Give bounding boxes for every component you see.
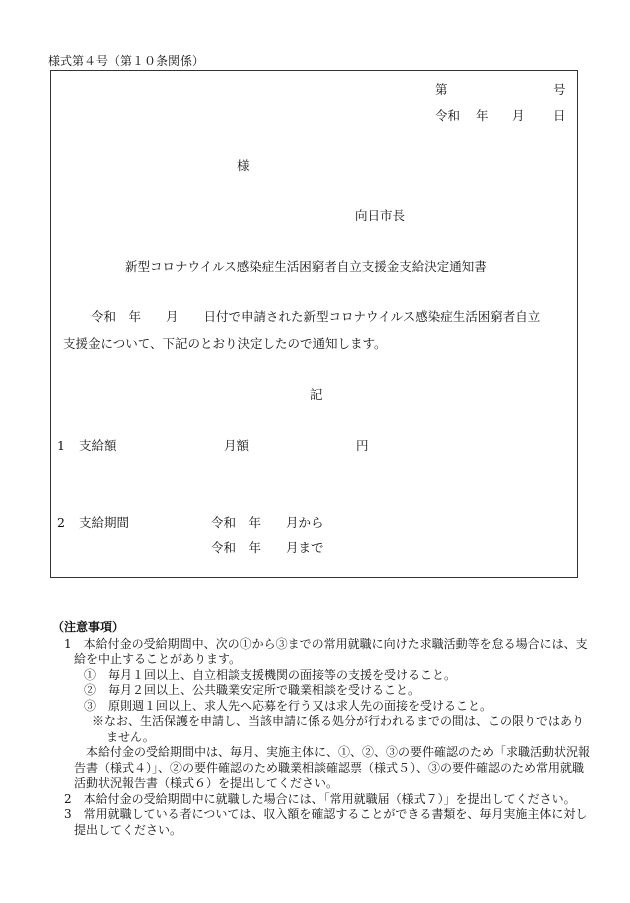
issuer-name: 向日市長 — [355, 208, 406, 223]
addressee-suffix: 様 — [237, 158, 250, 173]
ki-heading: 記 — [310, 387, 323, 402]
number-suffix: 号 — [553, 82, 566, 97]
note-1-item-b: ② 毎月２回以上、公共職業安定所で職業相談を受けること。 — [84, 683, 421, 697]
note-1: 1 本給付金の受給期間中、次の①から③までの常用就職に向けた求職活動等を怠る場合には、支給を中止することがあります。 — [64, 636, 588, 666]
notes-heading: （注意事項） — [52, 620, 125, 634]
form-number-label: 様式第４号（第１０条関係） — [48, 54, 205, 68]
item1-monthly: 月額 — [224, 438, 250, 453]
body-line-2: 支援金について、下記のとおり決定したので通知します。 — [63, 336, 387, 351]
notice-frame — [50, 70, 578, 578]
item1-label: 支給額 — [79, 438, 117, 453]
note-3: 3 常用就職している者については、収入額を確認することができる書類を、毎月実施主体に対し提出してください。 — [64, 807, 588, 837]
item2-label: 支給期間 — [79, 515, 130, 530]
date-day: 日 — [553, 108, 566, 123]
notice-title: 新型コロナウイルス感染症生活困窮者自立支援金支給決定通知書 — [125, 259, 487, 274]
date-month: 月 — [512, 108, 525, 123]
note-1-remark: ※なお、生活保護を申請し、当該申請に係る処分が行われるまでの間は、この限りではありません。 — [92, 714, 585, 744]
body-line-1: 令和 年 月 日付で申請された新型コロナウイルス感染症生活困窮者自立 — [91, 309, 541, 324]
date-era: 令和 — [435, 108, 461, 123]
item2-period-from: 令和 年 月から — [211, 515, 324, 530]
item2-period-to: 令和 年 月まで — [211, 540, 324, 555]
notes-section — [52, 620, 592, 838]
note-2: 2 本給付金の受給期間中に就職した場合には、「常用就職届（様式７）」を提出してください。 — [64, 791, 576, 806]
note-1-item-a: ① 毎月１回以上、自立相談支援機関の面接等の支援を受けること。 — [84, 667, 457, 682]
note-1-paragraph: 本給付金の受給期間中は、毎月、実施主体に、①、②、③の要件確認のため「求職活動状況報告書（様式４）」、②の要件確認のため職業相談確認票（様式５）、③の要件確認のため常用就職活動状況報告書（様式６）を提出してください。 — [74, 745, 591, 790]
item1-number: 1 — [57, 438, 65, 453]
date-year: 年 — [476, 108, 489, 123]
note-1-item-c: ③ 原則週１回以上、求人先へ応募を行う又は求人先の面接を受けること。 — [84, 698, 493, 713]
item2-number: 2 — [57, 515, 65, 530]
item1-unit: 円 — [356, 438, 369, 453]
number-prefix: 第 — [435, 82, 448, 97]
